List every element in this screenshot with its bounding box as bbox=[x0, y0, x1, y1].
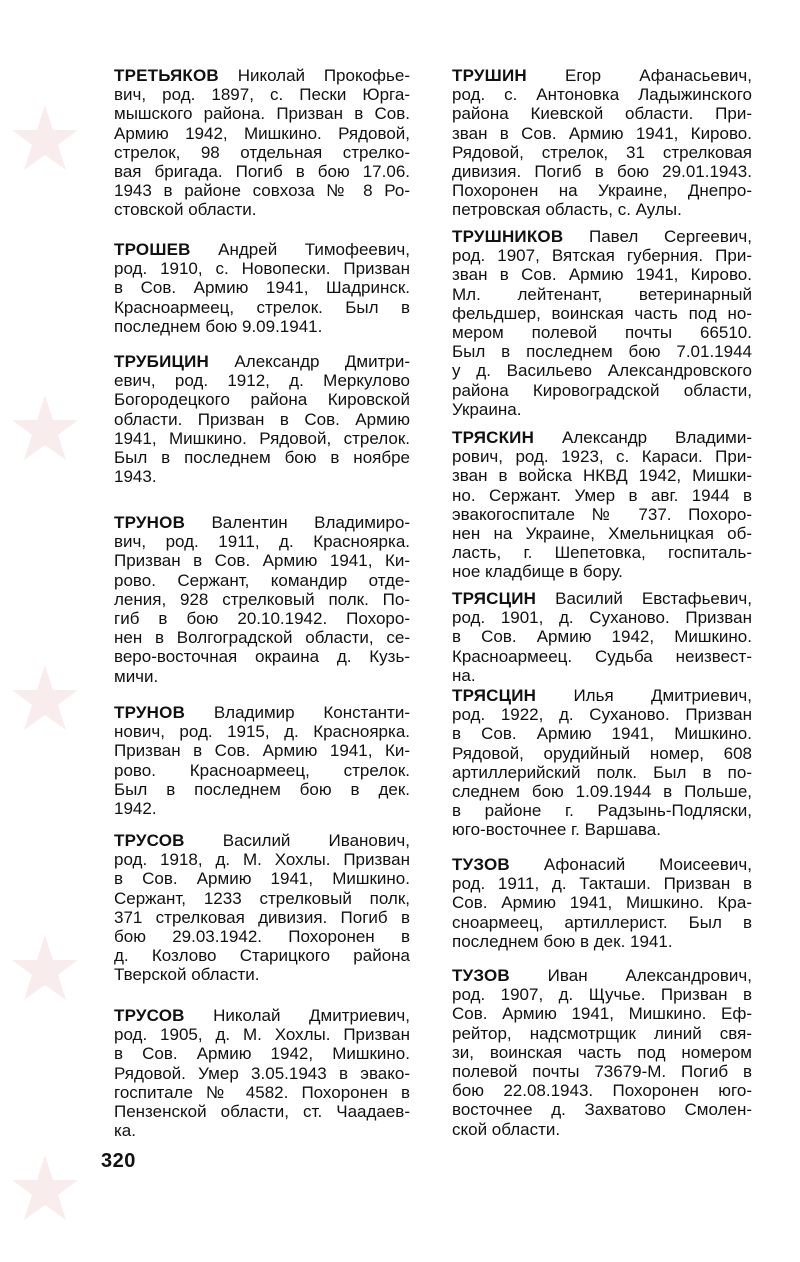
entry-line: стовской области. bbox=[114, 200, 257, 220]
entry-line: госпитале № 4582. Похоронен в bbox=[114, 1082, 410, 1102]
entry-line: нен на Украине, Хмельницкая об- bbox=[452, 523, 752, 543]
entry-line: Мл. лейтенант, ветеринарный bbox=[452, 284, 752, 304]
entry-line: Украина. bbox=[452, 399, 522, 419]
entry-line: Пензенской области, ст. Чаадаев- bbox=[114, 1101, 410, 1121]
entry-line: сноармеец, артиллерист. Был в bbox=[452, 912, 752, 932]
entry-line-rest: Павел Сергеевич, bbox=[563, 227, 752, 246]
entry-line: 1943. bbox=[114, 467, 157, 487]
entry-line: рейтор, надсмотрщик линий свя- bbox=[452, 1023, 752, 1043]
list-item bbox=[114, 352, 410, 486]
entry-line: Призван в Сов. Армию 1941, Ки- bbox=[114, 551, 410, 571]
entry-line: ТРУШИН Егор Афанасьевич, bbox=[452, 66, 752, 85]
entry-line: род. 1907, д. Щучье. Призван в bbox=[452, 985, 752, 1005]
watermark-star-logo bbox=[10, 930, 80, 1020]
entry-line: 1943 в районе совхоза № 8 Ро- bbox=[114, 181, 410, 201]
entry-line-rest: Василий Евстафьевич, bbox=[536, 589, 752, 608]
entry-line: в Сов. Армию 1942, Мишкино. bbox=[452, 627, 752, 647]
entry-line: д. Козлово Старицкого района bbox=[114, 946, 410, 966]
entry-line-rest: Илья Дмитриевич, bbox=[536, 686, 752, 705]
entry-line-rest: Василий Иванович, bbox=[184, 831, 410, 850]
entry-line: следнем бою 1.09.1944 в Польше, bbox=[452, 781, 752, 801]
entry-line: Был в последнем бою в ноябре bbox=[114, 447, 410, 467]
entry-line: ТРУБИЦИН Александр Дмитри- bbox=[114, 352, 410, 371]
entry-line: нен в Волгоградской области, се- bbox=[114, 628, 410, 648]
entry-line-rest: Владимир Константи- bbox=[185, 703, 410, 722]
entry-line: района Киевской области. При- bbox=[452, 104, 752, 124]
entry-line: ТРУШНИКОВ Павел Сергеевич, bbox=[452, 227, 752, 246]
entry-line: род. с. Антоновка Ладыжинского bbox=[452, 85, 752, 105]
entry-line: 371 стрелковая дивизия. Погиб в bbox=[114, 907, 410, 927]
entry-line: ской области. bbox=[452, 1119, 561, 1139]
entry-line: нович, род. 1915, д. Красноярка. bbox=[114, 722, 410, 742]
entry-line: род. 1905, д. М. Хохлы. Призван bbox=[114, 1025, 410, 1045]
entry-line: рово. Красноармеец, стрелок. bbox=[114, 760, 410, 780]
entry-line: Был в последнем бою в дек. bbox=[114, 779, 410, 799]
entry-line: эвакогоспитале № 737. Похоро- bbox=[452, 504, 752, 524]
entry-line: ТРУСОВ Николай Дмитриевич, bbox=[114, 1006, 410, 1025]
entry-line: бою 22.08.1943. Похоронен юго- bbox=[452, 1081, 752, 1101]
entry-line: рово. Сержант, командир отде- bbox=[114, 570, 410, 590]
entry-line-rest: Андрей Тимофеевич, bbox=[190, 240, 410, 259]
entry-line-rest: Александр Владими- bbox=[534, 428, 752, 447]
entry-line: бою 29.03.1942. Похоронен в bbox=[114, 926, 410, 946]
entry-line: ТРУСОВ Василий Иванович, bbox=[114, 831, 410, 850]
entry-line: в Сов. Армию 1941, Мишкино. bbox=[452, 724, 752, 744]
list-item bbox=[452, 589, 752, 685]
entry-line: Сов. Армию 1941, Мишкино. Еф- bbox=[452, 1004, 752, 1024]
entry-line: зван в войска НКВД 1942, Мишки- bbox=[452, 466, 752, 486]
entry-line-rest: Иван Александрович, bbox=[509, 966, 752, 985]
watermark-star-logo bbox=[10, 660, 80, 750]
entry-line: ТРОШЕВ Андрей Тимофеевич, bbox=[114, 240, 410, 259]
entry-line: род. 1922, д. Суханово. Призван bbox=[452, 705, 752, 725]
entry-line: ТРЕТЬЯКОВ Николай Прокофье- bbox=[114, 66, 410, 85]
entry-line: веро-восточная окраина д. Кузь- bbox=[114, 647, 410, 667]
entry-line: ное кладбище в бору. bbox=[452, 562, 623, 582]
entry-line: род. 1918, д. М. Хохлы. Призван bbox=[114, 850, 410, 870]
entry-line: в Сов. Армию 1941, Мишкино. bbox=[114, 869, 410, 889]
entry-line: рович, род. 1923, с. Караси. При- bbox=[452, 447, 752, 467]
entry-line: у д. Васильево Александровского bbox=[452, 361, 752, 381]
entry-line: род. 1910, с. Новопески. Призван bbox=[114, 259, 410, 279]
entry-line: Похоронен на Украине, Днепро- bbox=[452, 181, 752, 201]
entry-line: Красноармеец, стрелок. Был в bbox=[114, 297, 410, 317]
entry-line-rest: Валентин Владимиро- bbox=[185, 513, 410, 532]
list-item bbox=[114, 66, 410, 220]
entry-line: дивизия. Погиб в бою 29.01.1943. bbox=[452, 161, 752, 181]
entry-line: ТРЯСЦИН Илья Дмитриевич, bbox=[452, 686, 752, 705]
entry-line-rest: Александр Дмитри- bbox=[209, 352, 410, 371]
entry-line: зван в Сов. Армию 1941, Кирово. bbox=[452, 265, 752, 285]
entry-line-rest: Егор Афанасьевич, bbox=[526, 66, 752, 85]
entry-line: Был в последнем бою 7.01.1944 bbox=[452, 342, 752, 362]
entry-line: Рядовой, стрелок, 31 стрелковая bbox=[452, 142, 752, 162]
entry-line: Сов. Армию 1941, Мишкино. Кра- bbox=[452, 893, 752, 913]
list-item bbox=[452, 227, 752, 419]
entry-line: зван в Сов. Армию 1941, Кирово. bbox=[452, 123, 752, 143]
entry-line: вич, род. 1897, с. Пески Юрга- bbox=[114, 85, 410, 105]
entry-line-rest: Николай Дмитриевич, bbox=[184, 1006, 410, 1025]
entry-line: ления, 928 стрелковый полк. По- bbox=[114, 589, 410, 609]
list-item bbox=[114, 703, 410, 818]
entry-line: евич, род. 1912, д. Меркулово bbox=[114, 371, 410, 391]
entry-line: мичи. bbox=[114, 666, 159, 686]
entry-line: в Сов. Армию 1941, Шадринск. bbox=[114, 278, 410, 298]
entry-line-rest: Николай Прокофье- bbox=[218, 66, 410, 85]
entry-line: ТРУНОВ Владимир Константи- bbox=[114, 703, 410, 722]
list-item bbox=[452, 855, 752, 951]
watermark-star-logo bbox=[10, 100, 80, 190]
entry-line: артиллерийский полк. Был в по- bbox=[452, 762, 752, 782]
list-item bbox=[452, 966, 752, 1139]
entry-line: района Кировоградской области, bbox=[452, 380, 752, 400]
entry-line: восточнее д. Захватово Смолен- bbox=[452, 1100, 752, 1120]
watermark-star-logo bbox=[10, 390, 80, 480]
entry-line: род. 1907, Вятская губерния. При- bbox=[452, 246, 752, 266]
list-item bbox=[114, 831, 410, 985]
watermark-star-logo bbox=[10, 1150, 80, 1240]
list-item bbox=[114, 513, 410, 686]
entry-line: на. bbox=[452, 665, 476, 685]
entry-line: в районе г. Радзынь-Подляски, bbox=[452, 801, 752, 821]
list-item bbox=[114, 1006, 410, 1140]
entry-line: Тверской области. bbox=[114, 965, 260, 985]
entry-line: Призван в Сов. Армию 1941, Ки- bbox=[114, 741, 410, 761]
entry-line: в Сов. Армию 1942, Мишкино. bbox=[114, 1044, 410, 1064]
entry-line: ТУЗОВ Иван Александрович, bbox=[452, 966, 752, 985]
entry-line: род. 1901, д. Суханово. Призван bbox=[452, 608, 752, 628]
entry-line: ТРЯСЦИН Василий Евстафьевич, bbox=[452, 589, 752, 608]
entry-line: ТРЯСКИН Александр Владими- bbox=[452, 428, 752, 447]
entry-line: мышского района. Призван в Сов. bbox=[114, 104, 410, 124]
entry-line: ТУЗОВ Афонасий Моисеевич, bbox=[452, 855, 752, 874]
entry-line: области. Призван в Сов. Армию bbox=[114, 409, 410, 429]
entry-line: последнем бою в дек. 1941. bbox=[452, 931, 673, 951]
entry-line: полевой почты 73679-М. Погиб в bbox=[452, 1061, 752, 1081]
entry-line: 1942. bbox=[114, 798, 157, 818]
entry-line: фельдшер, воинская часть под но- bbox=[452, 303, 752, 323]
entry-line: петровская область, с. Аулы. bbox=[452, 200, 682, 220]
entry-line: Рядовой, орудийный номер, 608 bbox=[452, 743, 752, 763]
entry-line: стрелок, 98 отдельная стрелко- bbox=[114, 142, 410, 162]
entry-line: но. Сержант. Умер в авг. 1944 в bbox=[452, 485, 752, 505]
list-item bbox=[114, 240, 410, 336]
entry-line: 1941, Мишкино. Рядовой, стрелок. bbox=[114, 428, 410, 448]
entry-line: юго-восточнее г. Варшава. bbox=[452, 820, 661, 840]
list-item bbox=[452, 66, 752, 220]
list-item bbox=[452, 428, 752, 582]
list-item bbox=[452, 686, 752, 840]
entry-line: Рядовой. Умер 3.05.1943 в эвако- bbox=[114, 1063, 410, 1083]
entry-line: последнем бою 9.09.1941. bbox=[114, 316, 323, 336]
entry-line: вич, род. 1911, д. Красноярка. bbox=[114, 532, 410, 552]
page-number: 320 bbox=[101, 1150, 136, 1172]
entry-line: вая бригада. Погиб в бою 17.06. bbox=[114, 161, 410, 181]
entry-line: ТРУНОВ Валентин Владимиро- bbox=[114, 513, 410, 532]
entry-line: гиб в бою 20.10.1942. Похоро- bbox=[114, 608, 410, 628]
entry-line: мером полевой почты 66510. bbox=[452, 322, 752, 342]
entry-line: Красноармеец. Судьба неизвест- bbox=[452, 646, 752, 666]
entry-line: зи, воинская часть под номером bbox=[452, 1042, 752, 1062]
entry-line: ка. bbox=[114, 1121, 136, 1141]
entry-line: Богородецкого района Кировской bbox=[114, 390, 410, 410]
entry-line: Армию 1942, Мишкино. Рядовой, bbox=[114, 123, 410, 143]
entry-line: Сержант, 1233 стрелковый полк, bbox=[114, 888, 410, 908]
entry-line: род. 1911, д. Такташи. Призван в bbox=[452, 874, 752, 894]
entry-line: ласть, г. Шепетовка, госпиталь- bbox=[452, 543, 752, 563]
entry-line-rest: Афонасий Моисеевич, bbox=[509, 855, 752, 874]
